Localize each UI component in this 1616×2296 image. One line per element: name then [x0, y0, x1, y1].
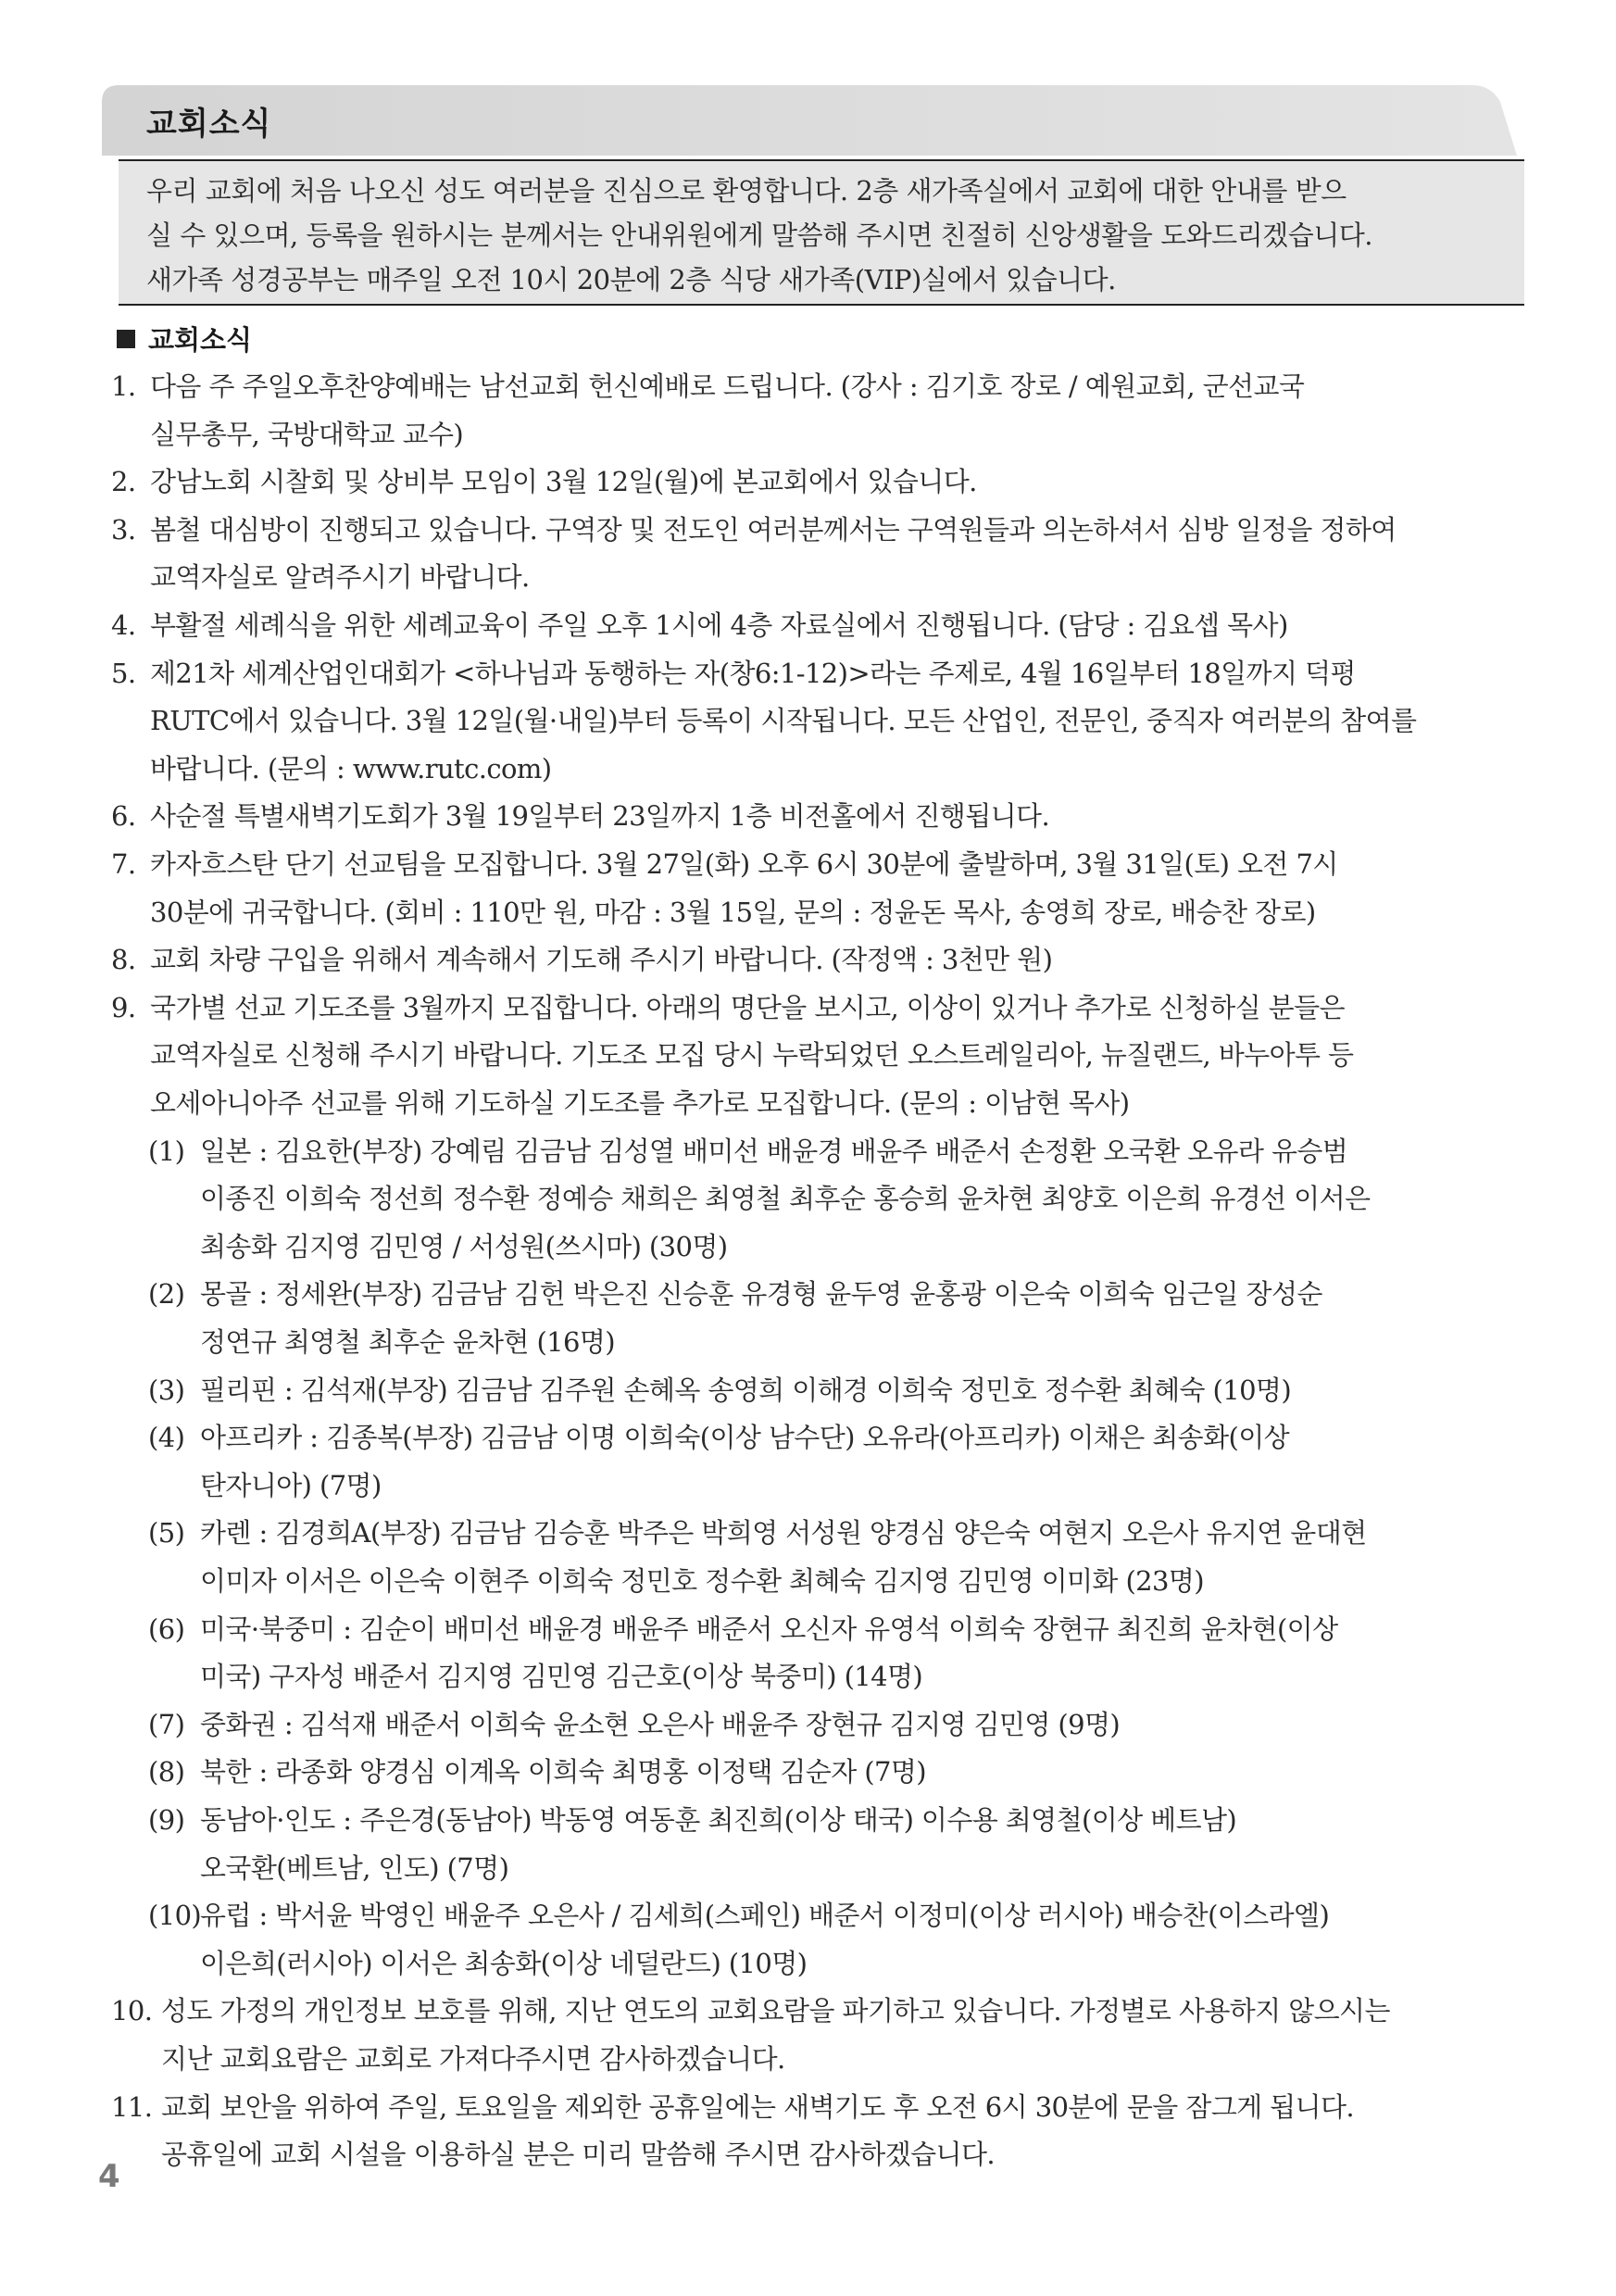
item-number: 4. — [111, 609, 136, 641]
item-text: 부활절 세례식을 위한 세례교육이 주일 오후 1시에 4층 자료실에서 진행됩니다. (담당 : 김요셉 목사) — [150, 609, 1288, 641]
item-text: 필리핀 : 김석재(부장) 김금남 김주원 손혜옥 송영희 이해경 이희숙 정민호 정수환 최혜숙 (10명) — [200, 1374, 1292, 1406]
item-number: (6) — [148, 1612, 185, 1645]
item-number: 2. — [111, 466, 136, 498]
item-text: 이종진 이희숙 정선희 정수환 정예승 채희은 최영철 최후순 홍승희 윤차현 최양호 이은희 유경선 이서은 — [200, 1183, 1371, 1215]
item-text: 사순절 특별새벽기도회가 3월 19일부터 23일까지 1층 비전홀에서 진행됩니다. — [150, 800, 1050, 833]
item-text: 이은희(러시아) 이서은 최송화(이상 네덜란드) (10명) — [200, 1947, 808, 1979]
item-number: (3) — [148, 1374, 185, 1406]
item-number: (5) — [148, 1517, 185, 1549]
item-text: 미국·북중미 : 김순이 배미선 배윤경 배윤주 배준서 오신자 유영석 이희숙 장현규 최진희 윤차현(이상 — [200, 1612, 1338, 1645]
item-text: 북한 : 라종화 양경심 이계옥 이희숙 최명홍 이정택 김순자 (7명) — [200, 1756, 926, 1788]
item-number: 6. — [111, 800, 136, 833]
item-text: 강남노회 시찰회 및 상비부 모임이 3월 12일(월)에 본교회에서 있습니다. — [150, 466, 977, 498]
item-text: 동남아·인도 : 주은경(동남아) 박동영 여동훈 최진희(이상 태국) 이수용 최영철(이상 베트남) — [200, 1804, 1237, 1836]
page-title: 교회소식 — [146, 106, 272, 143]
item-text: 오세아니아주 선교를 위해 기도하실 기도조를 추가로 모집합니다. (문의 : 이남현 목사) — [150, 1087, 1130, 1119]
item-text: 몽골 : 정세완(부장) 김금남 김헌 박은진 신승훈 유경형 윤두영 윤홍광 이은숙 이희숙 임근일 장성순 — [200, 1278, 1322, 1311]
item-number: 9. — [111, 991, 136, 1023]
welcome-message-box — [119, 159, 1524, 306]
item-text: 교회 차량 구입을 위해서 계속해서 기도해 주시기 바랍니다. (작정액 : 3천만 원) — [150, 944, 1053, 976]
item-number: 11. — [111, 2090, 153, 2123]
item-number: (8) — [148, 1756, 185, 1788]
item-text: 정연규 최영철 최후순 윤차현 (16명) — [200, 1326, 615, 1358]
header-tab-shape — [102, 85, 1517, 156]
square-bullet-icon — [117, 330, 135, 348]
item-text: 교역자실로 신청해 주시기 바랍니다. 기도조 모집 당시 누락되었던 오스트레일리아, 뉴질랜드, 바누아투 등 — [150, 1039, 1354, 1072]
item-text: 이미자 이서은 이은숙 이현주 이희숙 정민호 정수환 최혜숙 김지영 김민영 이미화 (23명) — [200, 1565, 1205, 1597]
item-text: 중화권 : 김석재 배준서 이희숙 윤소현 오은사 배윤주 장현규 김지영 김민영 (9명) — [200, 1708, 1121, 1740]
section-heading-label: 교회소식 — [148, 324, 253, 356]
item-text: 아프리카 : 김종복(부장) 김금남 이명 이희숙(이상 남수단) 오유라(아프리카) 이채은 최송화(이상 — [200, 1422, 1290, 1454]
item-number: (2) — [148, 1278, 185, 1311]
item-number: (4) — [148, 1422, 185, 1454]
item-number: 7. — [111, 848, 136, 880]
welcome-line: 우리 교회에 처음 나오신 성도 여러분을 진심으로 환영합니다. 2층 새가족실에서 교회에 대한 안내를 받으 — [146, 175, 1347, 207]
item-text: 제21차 세계산업인대회가 <하나님과 동행하는 자(창6:1-12)>라는 주제로, 4월 16일부터 18일까지 덕평 — [150, 657, 1356, 689]
item-text: 실무총무, 국방대학교 교수) — [150, 418, 464, 450]
item-number: 5. — [111, 657, 136, 689]
item-number: 3. — [111, 513, 136, 546]
item-text: 교역자실로 알려주시기 바랍니다. — [150, 561, 530, 594]
item-text: 카자흐스탄 단기 선교팀을 모집합니다. 3월 27일(화) 오후 6시 30분에 출발하며, 3월 31일(토) 오전 7시 — [150, 848, 1338, 880]
item-number: (9) — [148, 1804, 185, 1836]
item-text: 지난 교회요람은 교회로 가져다주시면 감사하겠습니다. — [161, 2043, 785, 2075]
item-text: RUTC에서 있습니다. 3월 12일(월·내일)부터 등록이 시작됩니다. 모든 산업인, 전문인, 중직자 여러분의 참여를 — [150, 705, 1417, 737]
item-text: 탄자니아) (7명) — [200, 1469, 382, 1501]
item-text: 공휴일에 교회 시설을 이용하실 분은 미리 말씀해 주시면 감사하겠습니다. — [161, 2139, 995, 2171]
item-number: (1) — [148, 1135, 185, 1167]
item-text: 교회 보안을 위하여 주일, 토요일을 제외한 공휴일에는 새벽기도 후 오전 6시 30분에 문을 잠그게 됩니다. — [161, 2090, 1355, 2123]
item-text: 봄철 대심방이 진행되고 있습니다. 구역장 및 전도인 여러분께서는 구역원들과 의논하셔서 심방 일정을 정하여 — [150, 513, 1397, 546]
section-header-tab — [102, 85, 1517, 156]
item-text: 최송화 김지영 김민영 / 서성원(쓰시마) (30명) — [200, 1230, 728, 1262]
item-text: 카렌 : 김경희A(부장) 김금남 김승훈 박주은 박희영 서성원 양경심 양은숙 여현지 오은사 유지연 윤대현 — [200, 1517, 1367, 1549]
welcome-line: 실 수 있으며, 등록을 원하시는 분께서는 안내위원에게 말씀해 주시면 친절히 신앙생활을 도와드리겠습니다. — [146, 220, 1372, 251]
item-text: 다음 주 주일오후찬양예배는 남선교회 헌신예배로 드립니다. (강사 : 김기호 장로 / 예원교회, 군선교국 — [150, 370, 1305, 402]
item-text: 오국환(베트남, 인도) (7명) — [200, 1851, 509, 1884]
item-text: 일본 : 김요한(부장) 강예림 김금남 김성열 배미선 배윤경 배윤주 배준서 손정환 오국환 오유라 유승범 — [200, 1135, 1348, 1167]
item-text: 바랍니다. (문의 : www.rutc.com) — [150, 752, 552, 784]
item-text: 국가별 선교 기도조를 3월까지 모집합니다. 아래의 명단을 보시고, 이상이 있거나 추가로 신청하실 분들은 — [150, 991, 1345, 1023]
item-text: 30분에 귀국합니다. (회비 : 110만 원, 마감 : 3월 15일, 문의 : 정윤돈 목사, 송영희 장로, 배승찬 장로) — [150, 896, 1316, 928]
item-number: 10. — [111, 1995, 153, 2027]
item-number: 1. — [111, 370, 136, 402]
welcome-line: 새가족 성경공부는 매주일 오전 10시 20분에 2층 식당 새가족(VIP)실에서 있습니다. — [146, 264, 1116, 295]
page-number: 4 — [98, 2158, 120, 2195]
item-text: 미국) 구자성 배준서 김지영 김민영 김근호(이상 북중미) (14명) — [200, 1661, 923, 1693]
item-text: 성도 가정의 개인정보 보호를 위해, 지난 연도의 교회요람을 파기하고 있습니다. 가정별로 사용하지 않으시는 — [161, 1995, 1390, 2027]
item-number: (10) — [148, 1900, 202, 1932]
item-number: 8. — [111, 944, 136, 976]
item-number: (7) — [148, 1708, 185, 1740]
item-text: 유럽 : 박서윤 박영인 배윤주 오은사 / 김세희(스페인) 배준서 이정미(이상 러시아) 배승찬(이스라엘) — [200, 1900, 1330, 1932]
section-heading — [117, 320, 252, 358]
